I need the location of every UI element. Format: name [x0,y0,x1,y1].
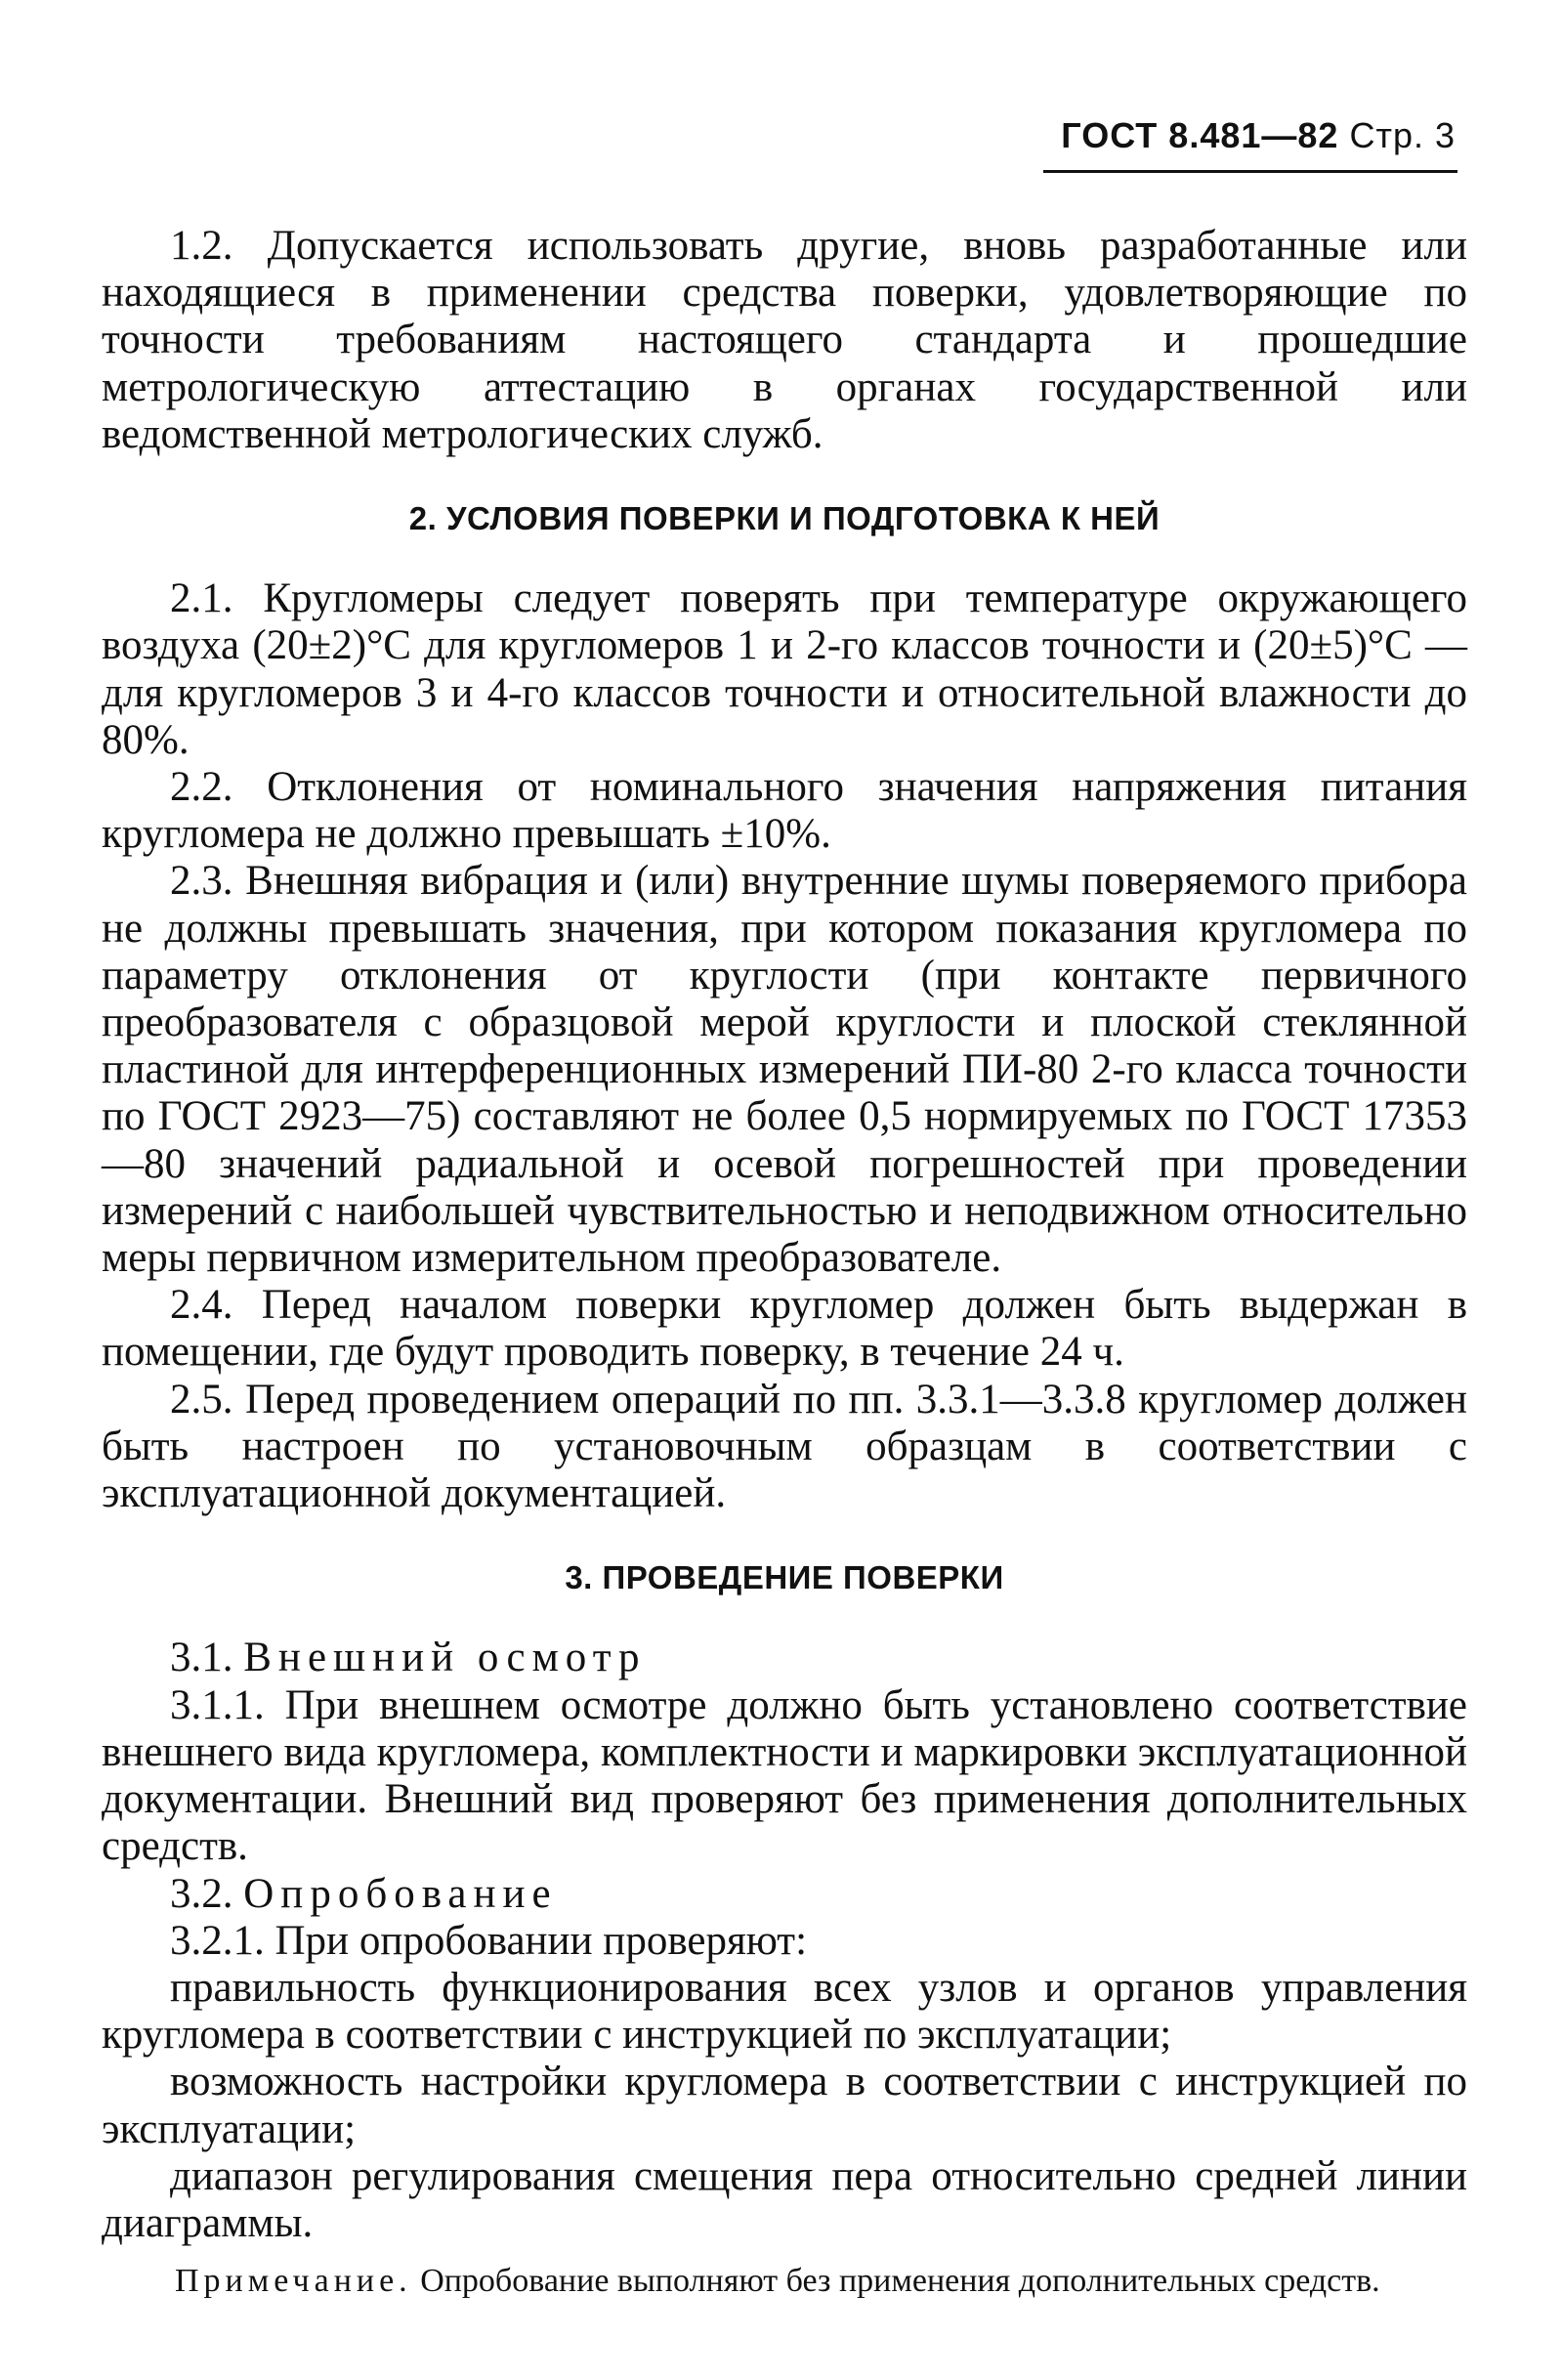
subheading-3-1-text: Внешний осмотр [243,1635,647,1681]
list-item: правильность функционирования всех узлов и органов управления кругломера в соответствии с инструкцией по эксплуатации; [102,1964,1467,2059]
header-rule [1043,170,1457,173]
subheading-3-1 [102,1635,1467,1681]
list-item: возможность настройки кругломера в соответствии с инструкцией по эксплуатации; [102,2059,1467,2152]
paragraph-3-1-1: 3.1.1. При внешнем осмотре должно быть установлено соответствие внешнего вида кругломера, комплектности и маркировки эксплуатационной документации. Внешний вид проверяют без применения дополнительных средств. [102,1681,1467,1870]
subheading-3-2-text: Опробование [243,1870,558,1917]
subheading-3-1-number: 3.1. [170,1635,233,1681]
paragraph-3-2-1: 3.2.1. При опробовании проверяют: [170,1917,808,1964]
standard-number: ГОСТ 8.481—82 [1061,115,1339,155]
page-number: Стр. 3 [1349,115,1456,155]
paragraph-2-2: 2.2. Отклонения от номинального значения напряжения питания кругломера не должно превышать ±10%. [102,764,1467,858]
subheading-3-2-number: 3.2. [170,1870,233,1917]
document-body [102,223,1467,2302]
page-header [1035,115,1456,156]
paragraph-2-4: 2.4. Перед началом поверки кругломер должен быть выдержан в помещении, где будут проводить поверку, в течение 24 ч. [102,1282,1467,1376]
note-text: Опробование выполняют без применения дополнительных средств. [420,2263,1380,2300]
note [102,2261,1467,2302]
subheading-3-2 [102,1871,1467,1918]
paragraph-2-1: 2.1. Кругломеры следует поверять при температуре окружающего воздуха (20±2)°С для кругломеров 1 и 2-го классов точности и (20±5)°С — для кругломеров 3 и 4-го классов точности и относительной влажности до 80%. [102,575,1467,763]
list-item: диапазон регулирования смещения пера относительно средней линии диаграммы. [102,2152,1467,2246]
paragraph-2-3: 2.3. Внешняя вибрация и (или) внутренние шумы поверяемого прибора не должны превышать значения, при котором показания кругломера по параметру отклонения от круглости (при контакте первичного преобразователя с образцовой мерой круглости и плоской стеклянной пластиной для интерференционных измерений ПИ-80 2-го класса точности по ГОСТ 2923—75) составляют не более 0,5 нормируемых по ГОСТ 17353—80 значений радиальной и осевой погрешностей при проведении измерений с наибольшей чувствительностью и неподвижном относительно меры первичном измерительном преобразователе. [102,858,1467,1282]
paragraph-2-5: 2.5. Перед проведением операций по пп. 3.3.1—3.3.8 кругломер должен быть настроен по установочным образцам в соответствии с эксплуатационной документацией. [102,1376,1467,1517]
section-3-title: 3. ПРОВЕДЕНИЕ ПОВЕРКИ [565,1559,1004,1596]
section-2-title: 2. УСЛОВИЯ ПОВЕРКИ И ПОДГОТОВКА К НЕЙ [408,500,1161,537]
paragraph-1-2: 1.2. Допускается использовать другие, вновь разработанные или находящиеся в применении средства поверки, удовлетворяющие по точности требованиям настоящего стандарта и прошедшие метрологическую аттестацию в органах государственной или ведомственной метрологических служб. [102,223,1467,457]
note-label: Примечание. [175,2263,412,2300]
